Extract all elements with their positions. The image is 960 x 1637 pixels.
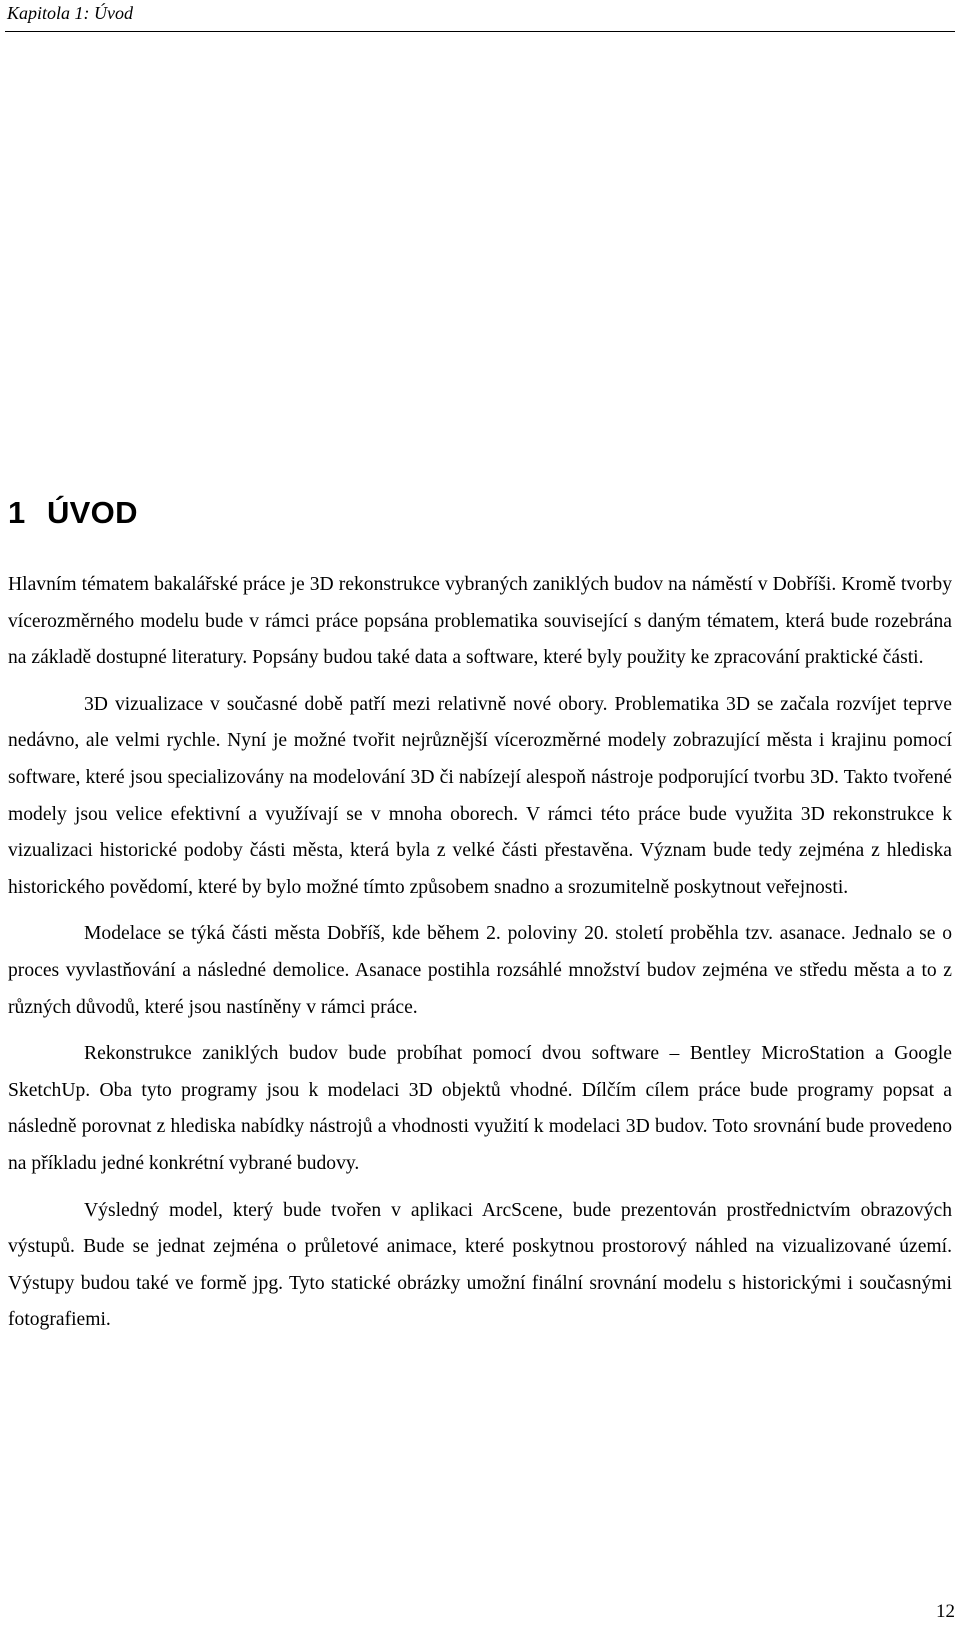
chapter-heading — [8, 495, 138, 531]
header-rule — [5, 31, 955, 32]
paragraph: Hlavním tématem bakalářské práce je 3D rekonstrukce vybraných zaniklých budov na náměstí v Dobříši. Kromě tvorby vícerozměrného modelu bude v rámci práce popsána problematika související s daným tématem, která bude rozebrána na základě dostupné literatury. Popsány budou také data a software, které byly použity ke zpracování praktické části. — [8, 574, 952, 669]
chapter-number: 1 — [8, 495, 26, 530]
page-number: 12 — [936, 1601, 955, 1622]
chapter-title: ÚVOD — [47, 495, 138, 530]
running-header: Kapitola 1: Úvod — [7, 3, 133, 23]
paragraph: Výsledný model, který bude tvořen v aplikaci ArcScene, bude prezentován prostřednictvím obrazových výstupů. Bude se jednat zejména o průletové animace, které poskytnou prostorový náhled na vizualizované území. Výstupy budou také ve formě jpg. Tyto statické obrázky umožní finální srovnání modelu s historickými i současnými fotografiemi. — [8, 1199, 952, 1331]
paragraph: Modelace se týká části města Dobříš, kde během 2. poloviny 20. století proběhla tzv. asanace. Jednalo se o proces vyvlastňování a následné demolice. Asanace postihla rozsáhlé množství budov zejména ve středu města a to z různých důvodů, které jsou nastíněny v rámci práce. — [8, 923, 952, 1018]
chapter-body — [8, 567, 952, 1349]
paragraph: 3D vizualizace v současné době patří mezi relativně nové obory. Problematika 3D se začala rozvíjet teprve nedávno, ale velmi rychle. Nyní je možné tvořit nejrůznější vícerozměrné modely zobrazující města i krajinu pomocí software, které jsou specializovány na modelování 3D či nabízejí alespoň nástroje podporující tvorbu 3D. Takto tvořené modely jsou velice efektivní a využívají se v mnoha oborech. V rámci této práce bude využita 3D rekonstrukce k vizualizaci historické podoby části města, která byla z velké části přestavěna. Význam bude tedy zejména z hlediska historického povědomí, které by bylo možné tímto způsobem snadno a srozumitelně poskytnout veřejnosti. — [8, 693, 952, 898]
paragraph: Rekonstrukce zaniklých budov bude probíhat pomocí dvou software – Bentley MicroStation a Google SketchUp. Oba tyto programy jsou k modelaci 3D objektů vhodné. Dílčím cílem práce bude programy popsat a následně porovnat z hlediska nabídky nástrojů a vhodnosti využití k modelaci 3D budov. Toto srovnání bude provedeno na příkladu jedné konkrétní vybrané budovy. — [8, 1043, 952, 1174]
